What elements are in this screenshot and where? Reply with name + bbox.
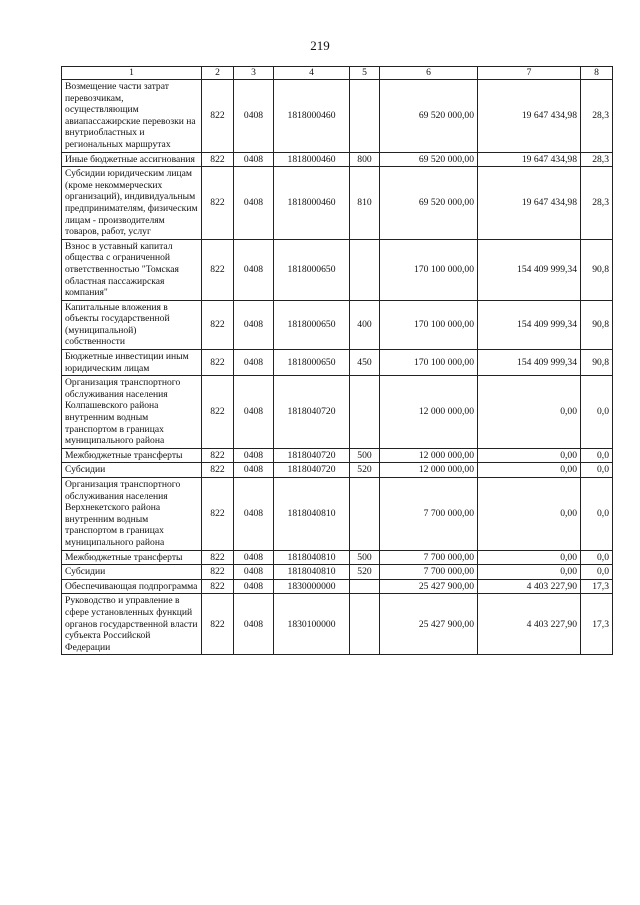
execution-percent: 17,3 — [581, 579, 613, 594]
execution-percent: 0,0 — [581, 478, 613, 551]
execution-percent: 0,0 — [581, 463, 613, 478]
column-header-6: 6 — [380, 67, 478, 80]
section-code: 0408 — [234, 448, 274, 463]
table-row — [62, 239, 613, 300]
section-code: 0408 — [234, 478, 274, 551]
section-code: 0408 — [234, 167, 274, 240]
table-row — [62, 550, 613, 565]
executed-amount: 0,00 — [478, 550, 581, 565]
target-item-code: 1830000000 — [274, 579, 350, 594]
expense-name: Обеспечивающая подпрограмма — [62, 579, 202, 594]
expense-type-code — [350, 579, 380, 594]
executed-amount: 0,00 — [478, 565, 581, 580]
executed-amount: 0,00 — [478, 376, 581, 449]
table-row — [62, 300, 613, 349]
column-header-7: 7 — [478, 67, 581, 80]
ministry-code: 822 — [202, 350, 234, 376]
table-header-row — [62, 67, 613, 80]
execution-percent: 90,8 — [581, 300, 613, 349]
planned-amount: 7 700 000,00 — [380, 565, 478, 580]
expense-name: Капитальные вложения в объекты государственной (муниципальной) собственности — [62, 300, 202, 349]
table-row — [62, 448, 613, 463]
planned-amount: 12 000 000,00 — [380, 376, 478, 449]
executed-amount: 19 647 434,98 — [478, 152, 581, 167]
column-header-8: 8 — [581, 67, 613, 80]
expense-name: Межбюджетные трансферты — [62, 550, 202, 565]
expense-name: Руководство и управление в сфере установленных функций органов государственной власти субъекта Российской Федерации — [62, 594, 202, 655]
section-code: 0408 — [234, 239, 274, 300]
planned-amount: 7 700 000,00 — [380, 550, 478, 565]
target-item-code: 1818000460 — [274, 80, 350, 153]
planned-amount: 12 000 000,00 — [380, 448, 478, 463]
column-header-5: 5 — [350, 67, 380, 80]
expense-name: Взнос в уставный капитал общества с ограниченной ответственностью "Томская областная пассажирская компания" — [62, 239, 202, 300]
execution-percent: 0,0 — [581, 376, 613, 449]
target-item-code: 1818040810 — [274, 565, 350, 580]
executed-amount: 0,00 — [478, 463, 581, 478]
target-item-code: 1818000460 — [274, 167, 350, 240]
target-item-code: 1818040720 — [274, 463, 350, 478]
executed-amount: 154 409 999,34 — [478, 350, 581, 376]
expense-type-code — [350, 80, 380, 153]
expense-type-code — [350, 376, 380, 449]
expense-type-code — [350, 239, 380, 300]
executed-amount: 19 647 434,98 — [478, 80, 581, 153]
ministry-code: 822 — [202, 579, 234, 594]
execution-percent: 90,8 — [581, 350, 613, 376]
table-row — [62, 152, 613, 167]
ministry-code: 822 — [202, 594, 234, 655]
expense-type-code — [350, 478, 380, 551]
expense-name: Межбюджетные трансферты — [62, 448, 202, 463]
expense-name: Иные бюджетные ассигнования — [62, 152, 202, 167]
ministry-code: 822 — [202, 448, 234, 463]
section-code: 0408 — [234, 463, 274, 478]
ministry-code: 822 — [202, 152, 234, 167]
section-code: 0408 — [234, 152, 274, 167]
section-code: 0408 — [234, 376, 274, 449]
target-item-code: 1818000460 — [274, 152, 350, 167]
execution-percent: 0,0 — [581, 448, 613, 463]
target-item-code: 1818040720 — [274, 448, 350, 463]
target-item-code: 1818040810 — [274, 478, 350, 551]
target-item-code: 1818000650 — [274, 300, 350, 349]
planned-amount: 12 000 000,00 — [380, 463, 478, 478]
section-code: 0408 — [234, 594, 274, 655]
section-code: 0408 — [234, 300, 274, 349]
ministry-code: 822 — [202, 565, 234, 580]
ministry-code: 822 — [202, 376, 234, 449]
ministry-code: 822 — [202, 478, 234, 551]
column-header-1: 1 — [62, 67, 202, 80]
execution-percent: 28,3 — [581, 152, 613, 167]
planned-amount: 69 520 000,00 — [380, 80, 478, 153]
table-row — [62, 565, 613, 580]
expense-type-code: 810 — [350, 167, 380, 240]
planned-amount: 69 520 000,00 — [380, 167, 478, 240]
table-row — [62, 80, 613, 153]
execution-percent: 0,0 — [581, 550, 613, 565]
table-row — [62, 463, 613, 478]
expense-type-code: 520 — [350, 463, 380, 478]
section-code: 0408 — [234, 565, 274, 580]
expense-name: Субсидии — [62, 463, 202, 478]
planned-amount: 69 520 000,00 — [380, 152, 478, 167]
planned-amount: 170 100 000,00 — [380, 239, 478, 300]
table-row — [62, 579, 613, 594]
section-code: 0408 — [234, 350, 274, 376]
expense-name: Субсидии юридическим лицам (кроме некоммерческих организаций), индивидуальным предпринимателям, физическим лицам - производителям товаров, работ, услуг — [62, 167, 202, 240]
executed-amount: 4 403 227,90 — [478, 594, 581, 655]
section-code: 0408 — [234, 550, 274, 565]
page-number: 219 — [310, 38, 330, 53]
expense-type-code: 800 — [350, 152, 380, 167]
expense-name: Организация транспортного обслуживания населения Верхнекетского района внутренним водным транспортом в границах муниципального района — [62, 478, 202, 551]
table-row — [62, 376, 613, 449]
planned-amount: 7 700 000,00 — [380, 478, 478, 551]
ministry-code: 822 — [202, 80, 234, 153]
planned-amount: 170 100 000,00 — [380, 350, 478, 376]
planned-amount: 170 100 000,00 — [380, 300, 478, 349]
table-row — [62, 167, 613, 240]
ministry-code: 822 — [202, 550, 234, 565]
expense-name: Бюджетные инвестиции иным юридическим лицам — [62, 350, 202, 376]
expense-type-code: 500 — [350, 448, 380, 463]
column-header-2: 2 — [202, 67, 234, 80]
expense-type-code: 520 — [350, 565, 380, 580]
column-header-4: 4 — [274, 67, 350, 80]
expense-type-code: 400 — [350, 300, 380, 349]
expense-name: Организация транспортного обслуживания населения Колпашевского района внутренним водным транспортом в границах муниципального района — [62, 376, 202, 449]
ministry-code: 822 — [202, 167, 234, 240]
expense-name: Возмещение части затрат перевозчикам, осуществляющим авиапассажирские перевозки на внутриобластных и региональных маршрутах — [62, 80, 202, 153]
execution-percent: 90,8 — [581, 239, 613, 300]
planned-amount: 25 427 900,00 — [380, 594, 478, 655]
executed-amount: 154 409 999,34 — [478, 300, 581, 349]
table-row — [62, 478, 613, 551]
planned-amount: 25 427 900,00 — [380, 579, 478, 594]
expense-type-code: 500 — [350, 550, 380, 565]
ministry-code: 822 — [202, 463, 234, 478]
execution-percent: 0,0 — [581, 565, 613, 580]
target-item-code: 1830100000 — [274, 594, 350, 655]
target-item-code: 1818000650 — [274, 350, 350, 376]
expense-name: Субсидии — [62, 565, 202, 580]
executed-amount: 19 647 434,98 — [478, 167, 581, 240]
expense-type-code: 450 — [350, 350, 380, 376]
execution-percent: 28,3 — [581, 80, 613, 153]
column-header-3: 3 — [234, 67, 274, 80]
target-item-code: 1818000650 — [274, 239, 350, 300]
execution-percent: 17,3 — [581, 594, 613, 655]
ministry-code: 822 — [202, 300, 234, 349]
ministry-code: 822 — [202, 239, 234, 300]
executed-amount: 154 409 999,34 — [478, 239, 581, 300]
executed-amount: 0,00 — [478, 448, 581, 463]
executed-amount: 4 403 227,90 — [478, 579, 581, 594]
table-row — [62, 350, 613, 376]
expense-type-code — [350, 594, 380, 655]
target-item-code: 1818040810 — [274, 550, 350, 565]
target-item-code: 1818040720 — [274, 376, 350, 449]
budget-table — [61, 66, 613, 655]
table-row — [62, 594, 613, 655]
execution-percent: 28,3 — [581, 167, 613, 240]
section-code: 0408 — [234, 579, 274, 594]
executed-amount: 0,00 — [478, 478, 581, 551]
section-code: 0408 — [234, 80, 274, 153]
